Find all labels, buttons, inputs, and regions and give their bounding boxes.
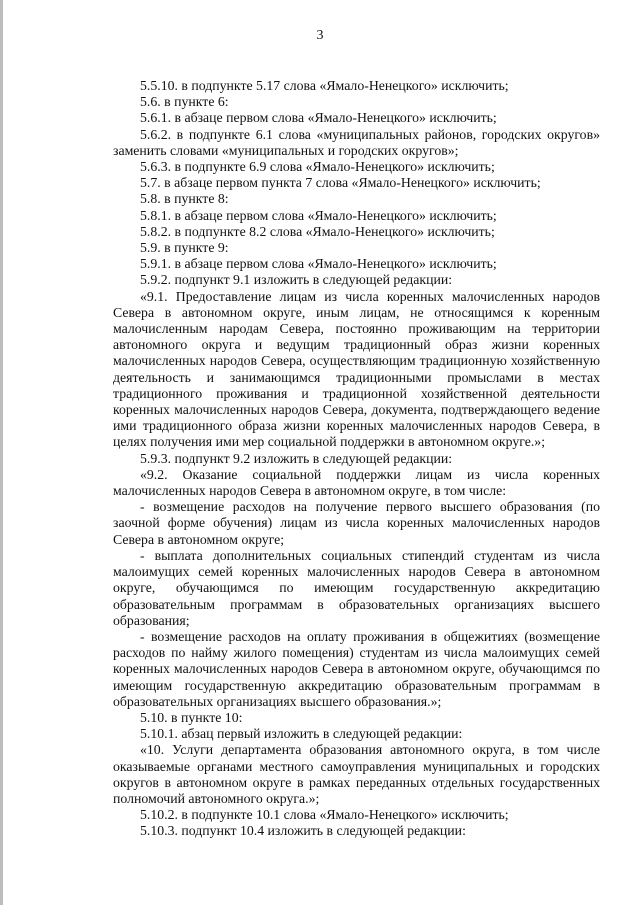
paragraph-5-10-2: 5.10.2. в подпункте 10.1 слова «Ямало-Ненецкого» исключить; (140, 807, 509, 823)
paragraph-5-9: 5.9. в пункте 9: (140, 240, 229, 256)
list-item-stipends: - выплата дополнительных социальных стипендий студентам из числа малоимущих семей коренных малочисленных народов Севера в автономном округе, обучающимся по имеющим государственную аккредитацию образовательным программам в образовательных организациях высшего образования; (113, 547, 600, 628)
paragraph-5-9-2: 5.9.2. подпункт 9.1 изложить в следующей редакции: (140, 272, 453, 288)
paragraph-5-6: 5.6. в пункте 6: (140, 94, 229, 110)
list-item-dormitory: - возмещение расходов на оплату проживания в общежитиях (возмещение расходов по найму жилого помещения) студентам из числа малоимущих семей коренных малочисленных народов Севера в автономном округе, обучающимся по имеющим государственную аккредитацию образовательным программам в образовательных организациях высшего образования.»; (113, 628, 600, 709)
paragraph-5-10-3: 5.10.3. подпункт 10.4 изложить в следующей редакции: (140, 823, 466, 839)
paragraph-5-8-2: 5.8.2. в подпункте 8.2 слова «Ямало-Ненецкого» исключить; (140, 223, 495, 239)
paragraph-5-9-3: 5.9.3. подпункт 9.2 изложить в следующей редакции: (140, 450, 453, 466)
paragraph-5-9-1: 5.9.1. в абзаце первом слова «Ямало-Ненецкого» исключить; (140, 256, 497, 272)
list-item-higher-education: - возмещение расходов на получение первого высшего образования (по заочной форме обучения) лицам из числа коренных малочисленных народов Севера в автономном округе; (113, 499, 600, 547)
quote-9-2: «9.2. Оказание социальной поддержки лицам из числа коренных малочисленных народов Севера в автономном округе, в том числе: (113, 466, 600, 499)
document-body (113, 78, 600, 840)
paragraph-5-10-1: 5.10.1. абзац первый изложить в следующей редакции: (140, 726, 463, 742)
quote-10: «10. Услуги департамента образования автономного округа, в том числе оказываемые органами местного самоуправления муниципальных и городских округов в автономном округе в рамках переданных отдельных государственных полномочий автономного округа.»; (113, 742, 600, 806)
paragraph-5-8: 5.8. в пункте 8: (140, 191, 229, 207)
paragraph-5-8-1: 5.8.1. в абзаце первом слова «Ямало-Ненецкого» исключить; (140, 207, 497, 223)
paragraph-5-6-2: 5.6.2. в подпункте 6.1 слова «муниципальных районов, городских округов» заменить словами «муниципальных и городских округов»; (113, 126, 600, 158)
page-number: 3 (316, 28, 324, 43)
page-left-edge (0, 0, 3, 905)
paragraph-5-7: 5.7. в абзаце первом пункта 7 слова «Ямало-Ненецкого» исключить; (140, 175, 541, 191)
paragraph-5-6-3: 5.6.3. в подпункте 6.9 слова «Ямало-Ненецкого» исключить; (140, 159, 495, 175)
paragraph-5-5-10: 5.5.10. в подпункте 5.17 слова «Ямало-Ненецкого» исключить; (140, 78, 509, 93)
paragraph-5-6-1: 5.6.1. в абзаце первом слова «Ямало-Ненецкого» исключить; (140, 110, 497, 126)
quote-9-1: «9.1. Предоставление лицам из числа коренных малочисленных народов Севера в автономном округе, иным лицам, не относящимся к коренным малочисленным народам Севера, постоянно проживающим на территории автономного округа и ведущим традиционный образ жизни коренных малочисленных народов Севера, осуществляющим традиционную хозяйственную деятельность и занимающимся традиционными промыслами в местах традиционного проживания и традиционной хозяйственной деятельности коренных малочисленных народов Севера, документа, подтверждающего ведение ими традиционного образа жизни коренных малочисленных народов Севера, в целях получения ими мер социальной поддержки в автономном округе.»; (113, 288, 600, 450)
paragraph-5-10: 5.10. в пункте 10: (140, 709, 243, 725)
